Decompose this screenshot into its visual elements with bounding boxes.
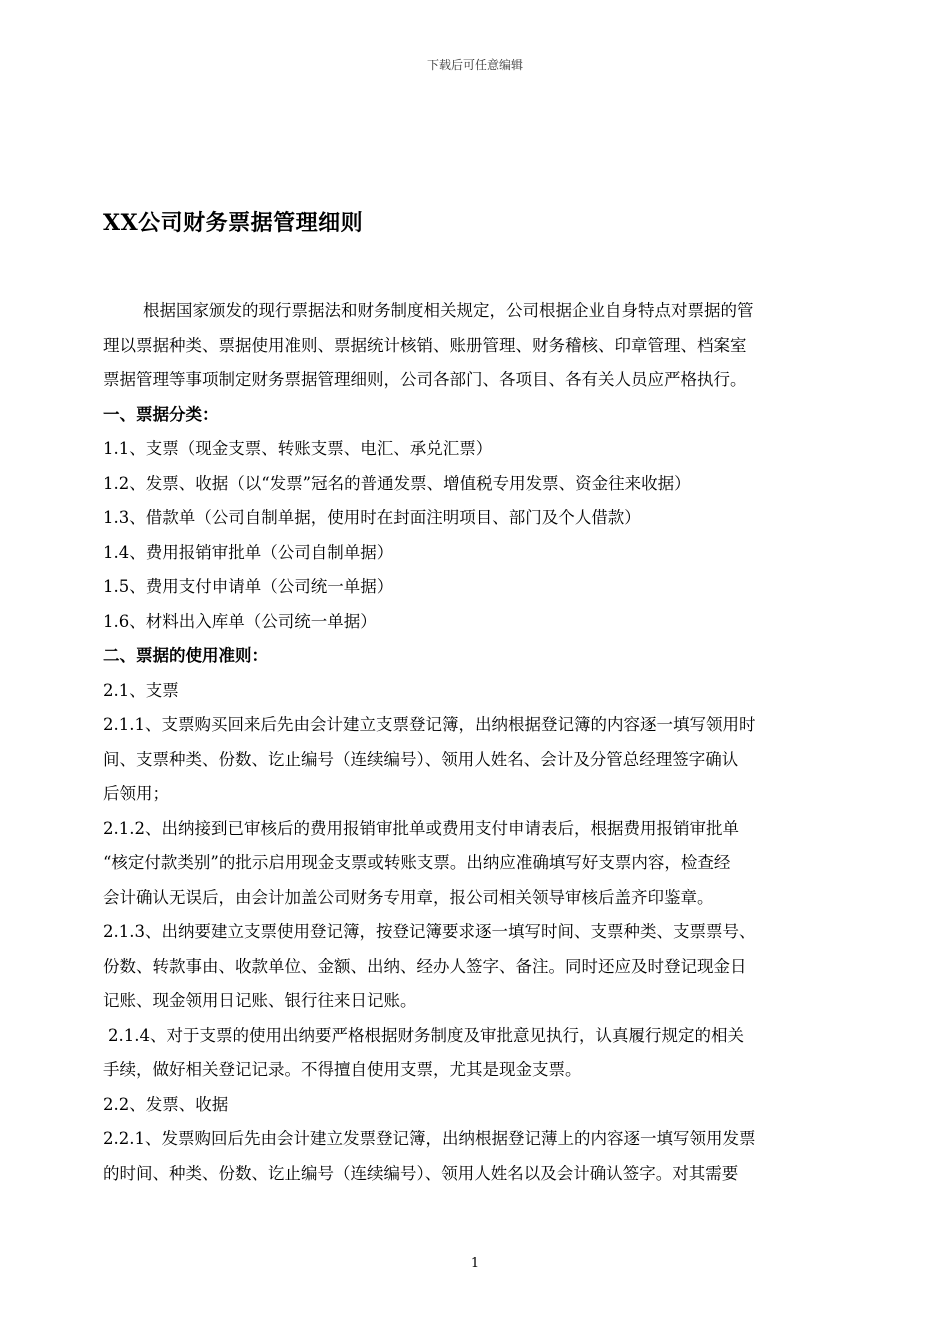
page-number: 1 (470, 1256, 480, 1271)
body-line: 份数、转款事由、收款单位、金额、出纳、经办人签字、备注。同时还应及时登记现金日 (103, 956, 747, 976)
body-line: 根据国家颁发的现行票据法和财务制度相关规定，公司根据企业自身特点对票据的管 (143, 301, 754, 320)
body-line: 1.3、借款单（公司自制单据，使用时在封面注明项目、部门及个人借款） (103, 508, 641, 527)
page-header: 下载后可任意编辑 (426, 58, 523, 72)
body-line: 间、支票种类、份数、讫止编号（连续编号）、领用人姓名、会计及分管总经理签字确认 (103, 749, 739, 769)
body-line: “核定付款类别”的批示启用现金支票或转账支票。出纳应准确填写好支票内容，检查经 (103, 853, 731, 872)
body-line: 2.1.1、支票购买回来后先由会计建立支票登记簿，出纳根据登记簿的内容逐一填写领用时 (103, 715, 756, 734)
body-line: 记账、现金领用日记账、银行往来日记账。 (103, 991, 417, 1010)
body-line: 后领用； (103, 784, 169, 803)
body-line: 手续，做好相关登记记录。不得擅自使用支票，尤其是现金支票。 (103, 1060, 582, 1079)
body-line: 1.2、发票、收据（以“发票”冠名的普通发票、增值税专用发票、资金往来收据） (103, 473, 691, 493)
body-line: 2.2.1、发票购回后先由会计建立发票登记簿，出纳根据登记薄上的内容逐一填写领用发票 (103, 1129, 756, 1148)
body-line: 1.5、费用支付申请单（公司统一单据） (103, 577, 394, 596)
body-line: 票据管理等事项制定财务票据管理细则，公司各部门、各项目、各有关人员应严格执行。 (103, 370, 747, 389)
body-line: 理以票据种类、票据使用准则、票据统计核销、账册管理、财务稽核、印章管理、档案室 (103, 335, 747, 355)
body-line: 2.1.3、出纳要建立支票使用登记簿，按登记簿要求逐一填写时间、支票种类、支票票号、 (103, 922, 756, 941)
section-heading: 二、票据的使用准则： (103, 646, 268, 665)
section-heading: 一、票据分类： (103, 404, 219, 424)
body-line: 2.1、支票 (103, 680, 179, 700)
body-line: 2.1.2、出纳接到已审核后的费用报销审批单或费用支付申请表后，根据费用报销审批单 (103, 818, 739, 838)
body-line: 1.6、材料出入库单（公司统一单据） (103, 611, 377, 631)
body-line: 1.4、费用报销审批单（公司自制单据） (103, 542, 394, 562)
body-line: 2.2、发票、收据 (103, 1094, 229, 1114)
document-title: XX公司财务票据管理细则 (103, 210, 364, 236)
body-line: 1.1、支票（现金支票、转账支票、电汇、承兑汇票） (103, 439, 493, 458)
document-body (103, 294, 863, 1191)
body-line: 的时间、种类、份数、讫止编号（连续编号）、领用人姓名以及会计确认签字。对其需要 (103, 1163, 739, 1183)
body-line: 2.1.4、对于支票的使用出纳要严格根据财务制度及审批意见执行，认真履行规定的相关 (108, 1025, 744, 1045)
body-line: 会计确认无误后，由会计加盖公司财务专用章，报公司相关领导审核后盖齐印鉴章。 (103, 887, 714, 907)
